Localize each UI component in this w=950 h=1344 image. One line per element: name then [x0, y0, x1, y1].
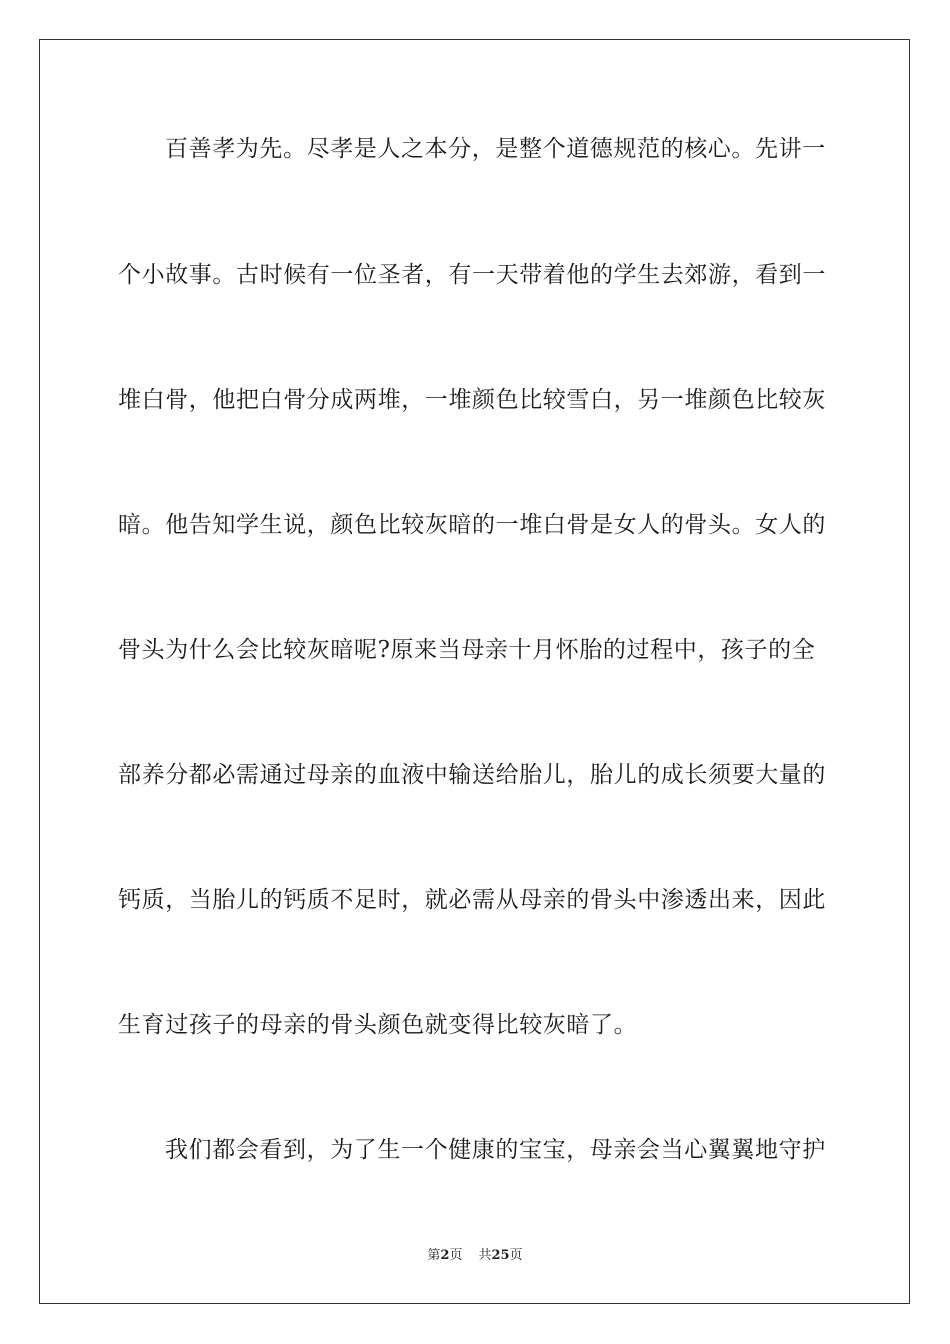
total-pages-label: 共25页 — [478, 1248, 523, 1263]
paragraph-1-line-8: 生育过孩子的母亲的骨头颜色就变得比较灰暗了。 — [118, 1012, 638, 1038]
paragraph-1-line-3: 堆白骨，他把白骨分成两堆，一堆颜色比较雪白，另一堆颜色比较灰 — [118, 387, 826, 413]
page-footer — [0, 1247, 950, 1265]
paragraph-1-line-4: 暗。他告知学生说，颜色比较灰暗的一堆白骨是女人的骨头。女人的 — [118, 512, 826, 538]
page-border — [39, 39, 910, 1304]
paragraph-1-line-5: 骨头为什么会比较灰暗呢?原来当母亲十月怀胎的过程中，孩子的全 — [118, 637, 816, 663]
paragraph-1-line-1: 百善孝为先。尽孝是人之本分，是整个道德规范的核心。先讲一 — [165, 136, 826, 162]
page-number-label: 第2页 — [427, 1248, 463, 1263]
paragraph-1-line-7: 钙质，当胎儿的钙质不足时，就必需从母亲的骨头中渗透出来，因此 — [118, 887, 826, 913]
paragraph-1-line-6: 部养分都必需通过母亲的血液中输送给胎儿，胎儿的成长须要大量的 — [118, 762, 826, 788]
paragraph-2-line-1: 我们都会看到，为了生一个健康的宝宝，母亲会当心翼翼地守护 — [165, 1137, 826, 1163]
paragraph-1-line-2: 个小故事。古时候有一位圣者，有一天带着他的学生去郊游，看到一 — [118, 262, 826, 288]
